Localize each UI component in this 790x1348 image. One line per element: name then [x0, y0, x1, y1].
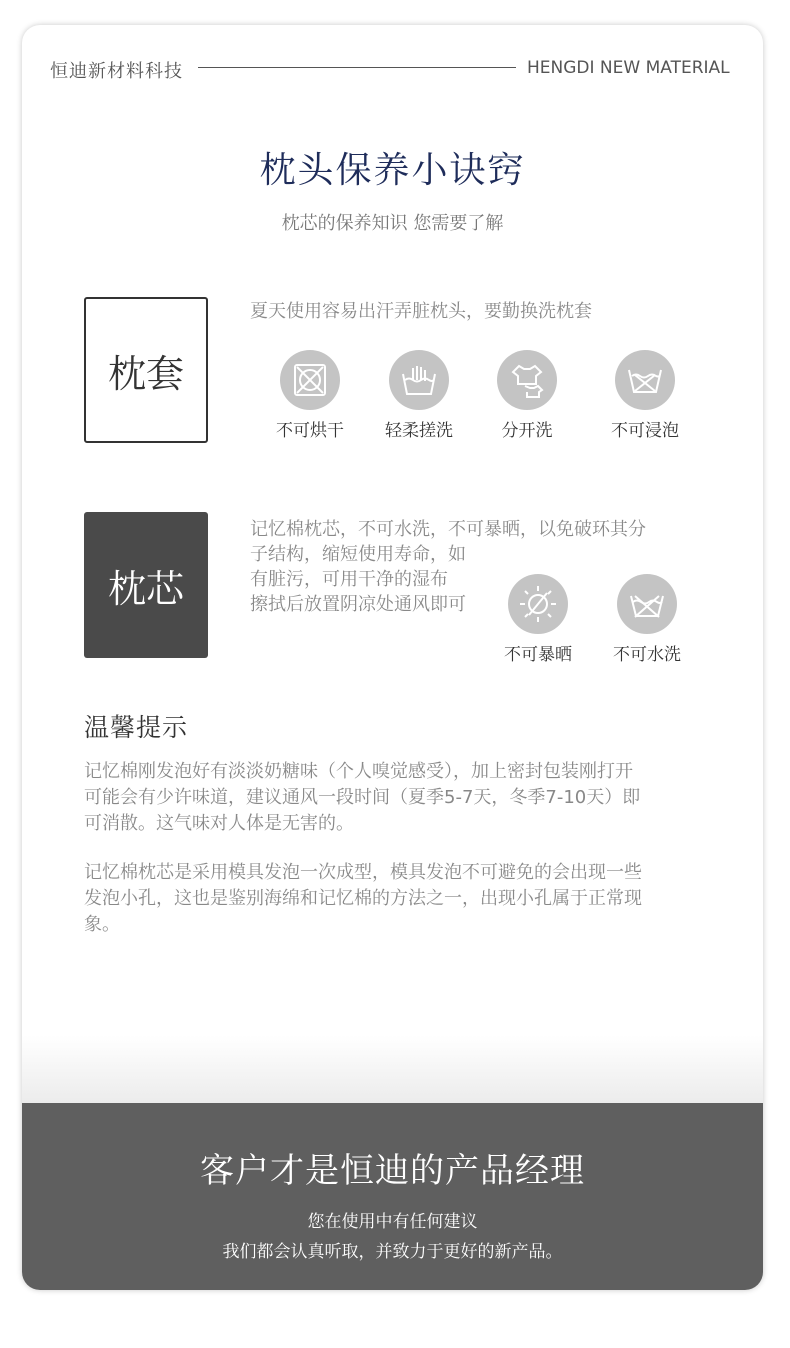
care-guide-card — [22, 25, 763, 1290]
description-line: 记忆棉枕芯，不可水洗，不可暴晒，以免破环其分 — [250, 519, 646, 540]
brand-name-en: HENGDI NEW MATERIAL — [527, 58, 730, 78]
description-line: 擦拭后放置阴凉处通风即可 — [250, 594, 466, 615]
care-label: 不可水洗 — [613, 645, 681, 665]
hand-wash-icon — [389, 350, 449, 410]
brand-name-cn: 恒迪新材料科技 — [50, 61, 183, 82]
page-subtitle: 枕芯的保养知识 您需要了解 — [281, 213, 504, 234]
paragraph-line: 可能会有少许味道，建议通风一段时间（夏季5-7天，冬季7-10天）即 — [84, 787, 641, 808]
wash-separately-icon — [497, 350, 557, 410]
pillowcase-description: 夏天使用容易出汗弄脏枕头，要勤换洗枕套 — [250, 301, 592, 322]
tips-paragraph-1 — [84, 759, 704, 837]
no-sun-exposure-icon — [508, 574, 568, 634]
description-line: 有脏污，可用干净的湿布 — [250, 569, 448, 590]
care-label: 分开洗 — [501, 421, 553, 441]
paragraph-line: 象。 — [84, 914, 120, 935]
page-title: 枕头保养小诀窍 — [259, 150, 526, 191]
no-soak-icon — [615, 350, 675, 410]
tips-title: 温馨提示 — [84, 713, 189, 742]
care-label: 不可浸泡 — [611, 421, 679, 441]
care-item-no-tumble-dry — [260, 350, 360, 441]
care-label: 不可烘干 — [276, 421, 344, 441]
no-tumble-dry-icon — [280, 350, 340, 410]
footer-line-2: 我们都会认真听取，并致力于更好的新产品。 — [222, 1242, 563, 1262]
footer-title: 客户才是恒迪的产品经理 — [200, 1151, 585, 1191]
description-line: 子结构，缩短使用寿命，如 — [250, 544, 466, 565]
paragraph-line: 可消散。这气味对人体是无害的。 — [84, 813, 354, 834]
paragraph-line: 记忆棉刚发泡好有淡淡奶糖味（个人嗅觉感受），加上密封包装刚打开 — [84, 761, 633, 782]
no-water-wash-icon — [617, 574, 677, 634]
paragraph-line: 记忆棉枕芯是采用模具发泡一次成型，模具发泡不可避免的会出现一些 — [84, 862, 642, 883]
care-item-hand-wash — [369, 350, 469, 441]
care-item-wash-separately — [477, 350, 577, 441]
pillow-core-label-box: 枕芯 — [84, 512, 208, 658]
tips-paragraph-2 — [84, 860, 704, 938]
footer-fade — [22, 1035, 763, 1103]
paragraph-line: 发泡小孔，这也是鉴别海绵和记忆棉的方法之一，出现小孔属于正常现 — [84, 888, 642, 909]
care-item-no-sun — [488, 574, 588, 665]
pillowcase-label-box: 枕套 — [84, 297, 208, 443]
care-label: 不可暴晒 — [504, 645, 572, 665]
care-label: 轻柔搓洗 — [385, 421, 453, 441]
header-divider — [198, 67, 516, 68]
footer-line-1: 您在使用中有任何建议 — [307, 1212, 478, 1232]
care-item-no-water-wash — [597, 574, 697, 665]
care-item-no-soak — [595, 350, 695, 441]
